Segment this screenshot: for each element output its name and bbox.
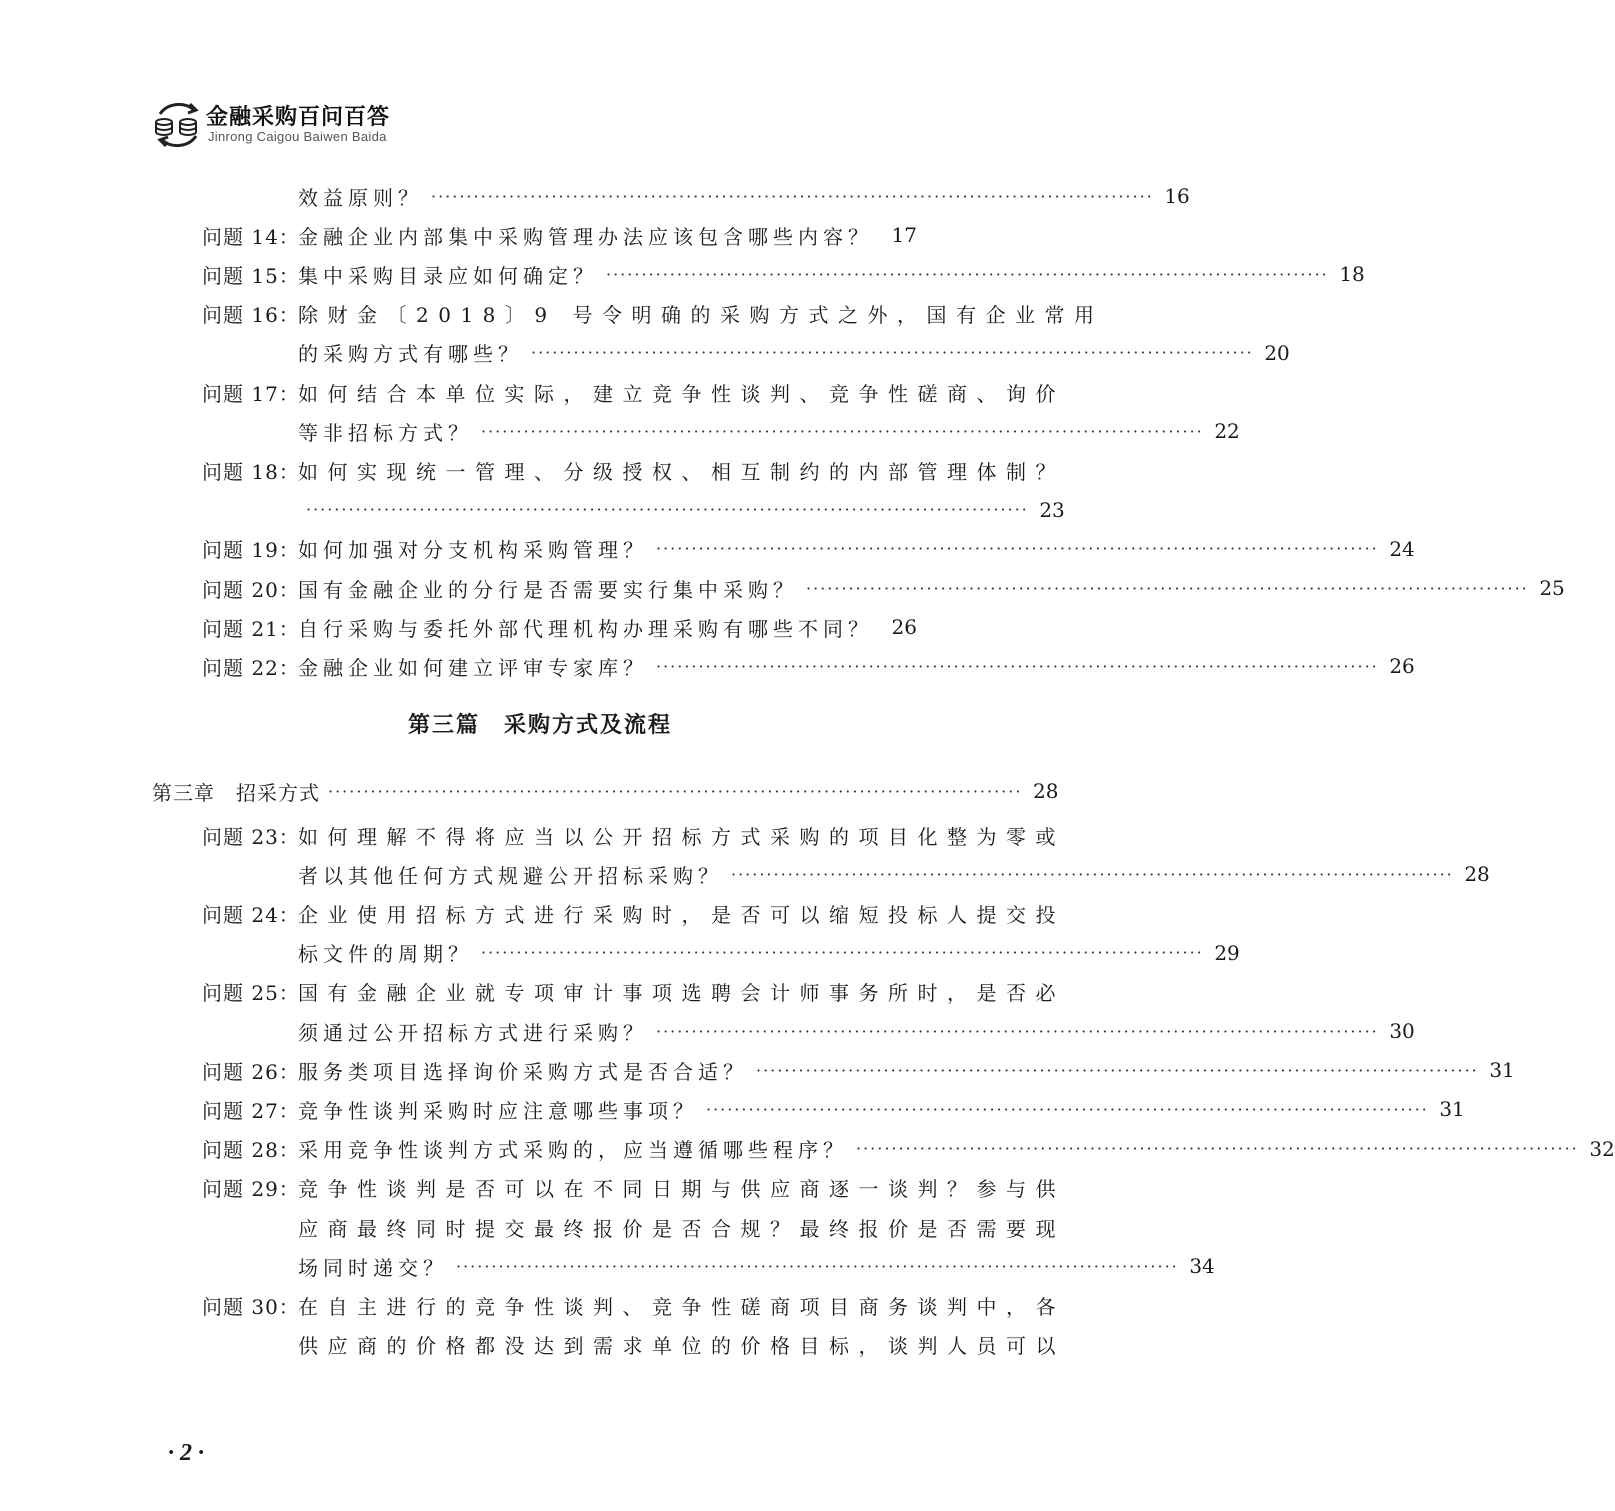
footer-page-number: · 2 ·	[168, 1440, 204, 1466]
question-text: 如何理解不得将应当以公开招标方式采购的项目化整为零或	[298, 824, 1065, 849]
leader-dots: ······································································································	[481, 421, 1204, 441]
toc-entry-line[interactable]	[298, 1327, 1065, 1363]
book-title: 金融采购百问百答	[206, 105, 391, 130]
leader-dots: ······································································································	[456, 1256, 1179, 1276]
book-title-pinyin: Jinrong Caigou Baiwen Baida	[208, 129, 387, 144]
page-number: 32	[1589, 1136, 1615, 1161]
leader-dots: ······································································································	[656, 539, 1379, 559]
page-number: 28	[1032, 779, 1059, 803]
page-number: 25	[1539, 576, 1565, 600]
question-label: 问题 15：	[202, 263, 300, 288]
toc-entry-line[interactable]	[298, 296, 1104, 332]
toc-entry-line[interactable]	[298, 1091, 1465, 1127]
page-number: 34	[1189, 1254, 1215, 1279]
question-label: 问题 29：	[202, 1177, 300, 1202]
question-label: 问题 19：	[202, 538, 300, 563]
question-label: 问题 25：	[202, 981, 300, 1006]
leader-dots: ······································································································	[656, 1021, 1379, 1041]
leader-dots: ······································································································	[731, 864, 1454, 884]
question-label: 问题 26：	[202, 1059, 300, 1084]
toc-entry-line[interactable]	[298, 609, 917, 645]
toc-entry-line[interactable]	[298, 531, 1415, 567]
leader-dots: ······································································································	[856, 1139, 1579, 1159]
toc-entry-line[interactable]	[298, 1209, 1065, 1245]
question-text: 如何加强对分支机构采购管理？	[298, 538, 648, 563]
leader-dots: ······································································································	[481, 943, 1204, 963]
question-label: 问题 23：	[202, 824, 300, 849]
toc-entry-line[interactable]	[298, 413, 1240, 449]
question-text: 应商最终同时提交最终报价是否合规？最终报价是否需要现	[298, 1216, 1065, 1241]
page-number: 29	[1214, 940, 1240, 965]
leader-dots: ······································································································	[606, 264, 1329, 284]
toc-entry-line[interactable]	[298, 374, 1065, 410]
question-label: 问题 16：	[202, 303, 300, 328]
question-label: 问题 21：	[202, 616, 300, 641]
question-label: 问题 14：	[202, 224, 300, 249]
question-text: 金融企业如何建立评审专家库？	[298, 655, 648, 680]
leader-dots: ······································································································	[531, 343, 1254, 363]
leader-dots: ······································································································	[806, 578, 1529, 598]
toc-entry-line[interactable]	[298, 570, 1565, 606]
question-text: 国有金融企业就专项审计事项选聘会计师事务所时，是否必	[298, 981, 1065, 1006]
question-text: 效益原则？	[298, 185, 423, 210]
question-text: 自行采购与委托外部代理机构办理采购有哪些不同？	[298, 616, 873, 641]
toc-entry-line[interactable]	[298, 1170, 1065, 1206]
leader-dots: ······································································································	[706, 1099, 1429, 1119]
question-text: 服务类项目选择询价采购方式是否合适？	[298, 1059, 748, 1084]
toc-entry-line[interactable]	[298, 648, 1415, 684]
toc-entry-line[interactable]	[298, 1287, 1065, 1323]
question-text: 如何实现统一管理、分级授权、相互制约的内部管理体制？	[298, 459, 1065, 484]
question-text: 企业使用招标方式进行采购时，是否可以缩短投标人提交投	[298, 902, 1065, 927]
question-label: 问题 24：	[202, 902, 300, 927]
question-label: 问题 30：	[202, 1294, 300, 1319]
page-number: 20	[1264, 340, 1290, 365]
toc-entry-line[interactable]	[298, 935, 1240, 971]
toc-entry-line[interactable]	[298, 492, 1065, 528]
toc-entry-line[interactable]	[298, 895, 1065, 931]
toc-entry-line[interactable]	[298, 1248, 1215, 1284]
page-number: 26	[1389, 654, 1415, 679]
toc-chapter[interactable]	[152, 773, 1059, 809]
page-number: 24	[1389, 536, 1415, 561]
question-label: 问题 18：	[202, 459, 300, 484]
question-text: 须通过公开招标方式进行采购？	[298, 1020, 648, 1045]
question-text: 在自主进行的竞争性谈判、竞争性磋商项目商务谈判中，各	[298, 1294, 1065, 1319]
question-text: 国有金融企业的分行是否需要实行集中采购？	[298, 577, 798, 602]
toc-entry-line[interactable]	[298, 256, 1365, 292]
coin-stack-logo-icon	[150, 100, 206, 150]
question-text: 除财金〔2018〕9 号令明确的采购方式之外，国有企业常用	[298, 303, 1104, 328]
toc-entry-line[interactable]	[298, 974, 1065, 1010]
leader-dots: ······································································································	[756, 1060, 1479, 1080]
toc-entry-line[interactable]	[298, 856, 1490, 892]
question-text: 竞争性谈判采购时应注意哪些事项？	[298, 1098, 698, 1123]
page-number: 23	[1039, 497, 1065, 522]
toc-entry-line[interactable]	[298, 217, 917, 253]
page-number: 30	[1389, 1019, 1415, 1043]
question-text: 等非招标方式？	[298, 420, 473, 445]
toc-entry-line[interactable]	[298, 452, 1065, 488]
question-text: 标文件的周期？	[298, 942, 473, 967]
question-label: 问题 27：	[202, 1098, 300, 1123]
book-header	[150, 96, 450, 156]
question-text: 集中采购目录应如何确定？	[298, 263, 598, 288]
question-text: 竞争性谈判是否可以在不同日期与供应商逐一谈判？参与供	[298, 1177, 1065, 1202]
leader-dots: ······································································································	[306, 500, 1029, 520]
question-label: 问题 22：	[202, 655, 300, 680]
page-number: 17	[891, 223, 917, 248]
question-text: 金融企业内部集中采购管理办法应该包含哪些内容？	[298, 224, 873, 249]
page-number: 22	[1214, 419, 1240, 444]
leader-dots: ··································································································	[328, 781, 1023, 801]
toc-entry-line[interactable]	[298, 1052, 1515, 1088]
question-label: 问题 28：	[202, 1138, 300, 1163]
toc-entry-line[interactable]	[298, 178, 1190, 214]
leader-dots: ······································································································	[431, 186, 1154, 206]
question-label: 问题 17：	[202, 381, 300, 406]
question-text: 的采购方式有哪些？	[298, 342, 523, 367]
question-text: 者以其他任何方式规避公开招标采购？	[298, 863, 723, 888]
page-number: 26	[891, 615, 917, 640]
toc-entry-line[interactable]	[298, 335, 1290, 371]
part-title: 第三篇 采购方式及流程	[407, 713, 672, 738]
chapter-label: 第三章 招采方式	[152, 780, 320, 805]
question-text: 采用竞争性谈判方式采购的，应当遵循哪些程序？	[298, 1138, 848, 1163]
question-text: 供应商的价格都没达到需求单位的价格目标，谈判人员可以	[298, 1334, 1065, 1359]
page-number: 31	[1489, 1058, 1515, 1083]
toc-entry-line[interactable]	[298, 1131, 1615, 1167]
question-text: 如何结合本单位实际，建立竞争性谈判、竞争性磋商、询价	[298, 381, 1065, 406]
page-number: 18	[1339, 262, 1365, 287]
page-number: 31	[1439, 1097, 1465, 1122]
leader-dots: ······································································································	[656, 656, 1379, 676]
page-number: 28	[1464, 862, 1490, 887]
page-number: 16	[1164, 184, 1190, 208]
question-text: 场同时递交？	[298, 1255, 448, 1280]
toc-entry-line[interactable]	[298, 817, 1065, 853]
toc-entry-line[interactable]	[298, 1013, 1415, 1049]
question-label: 问题 20：	[202, 577, 300, 602]
